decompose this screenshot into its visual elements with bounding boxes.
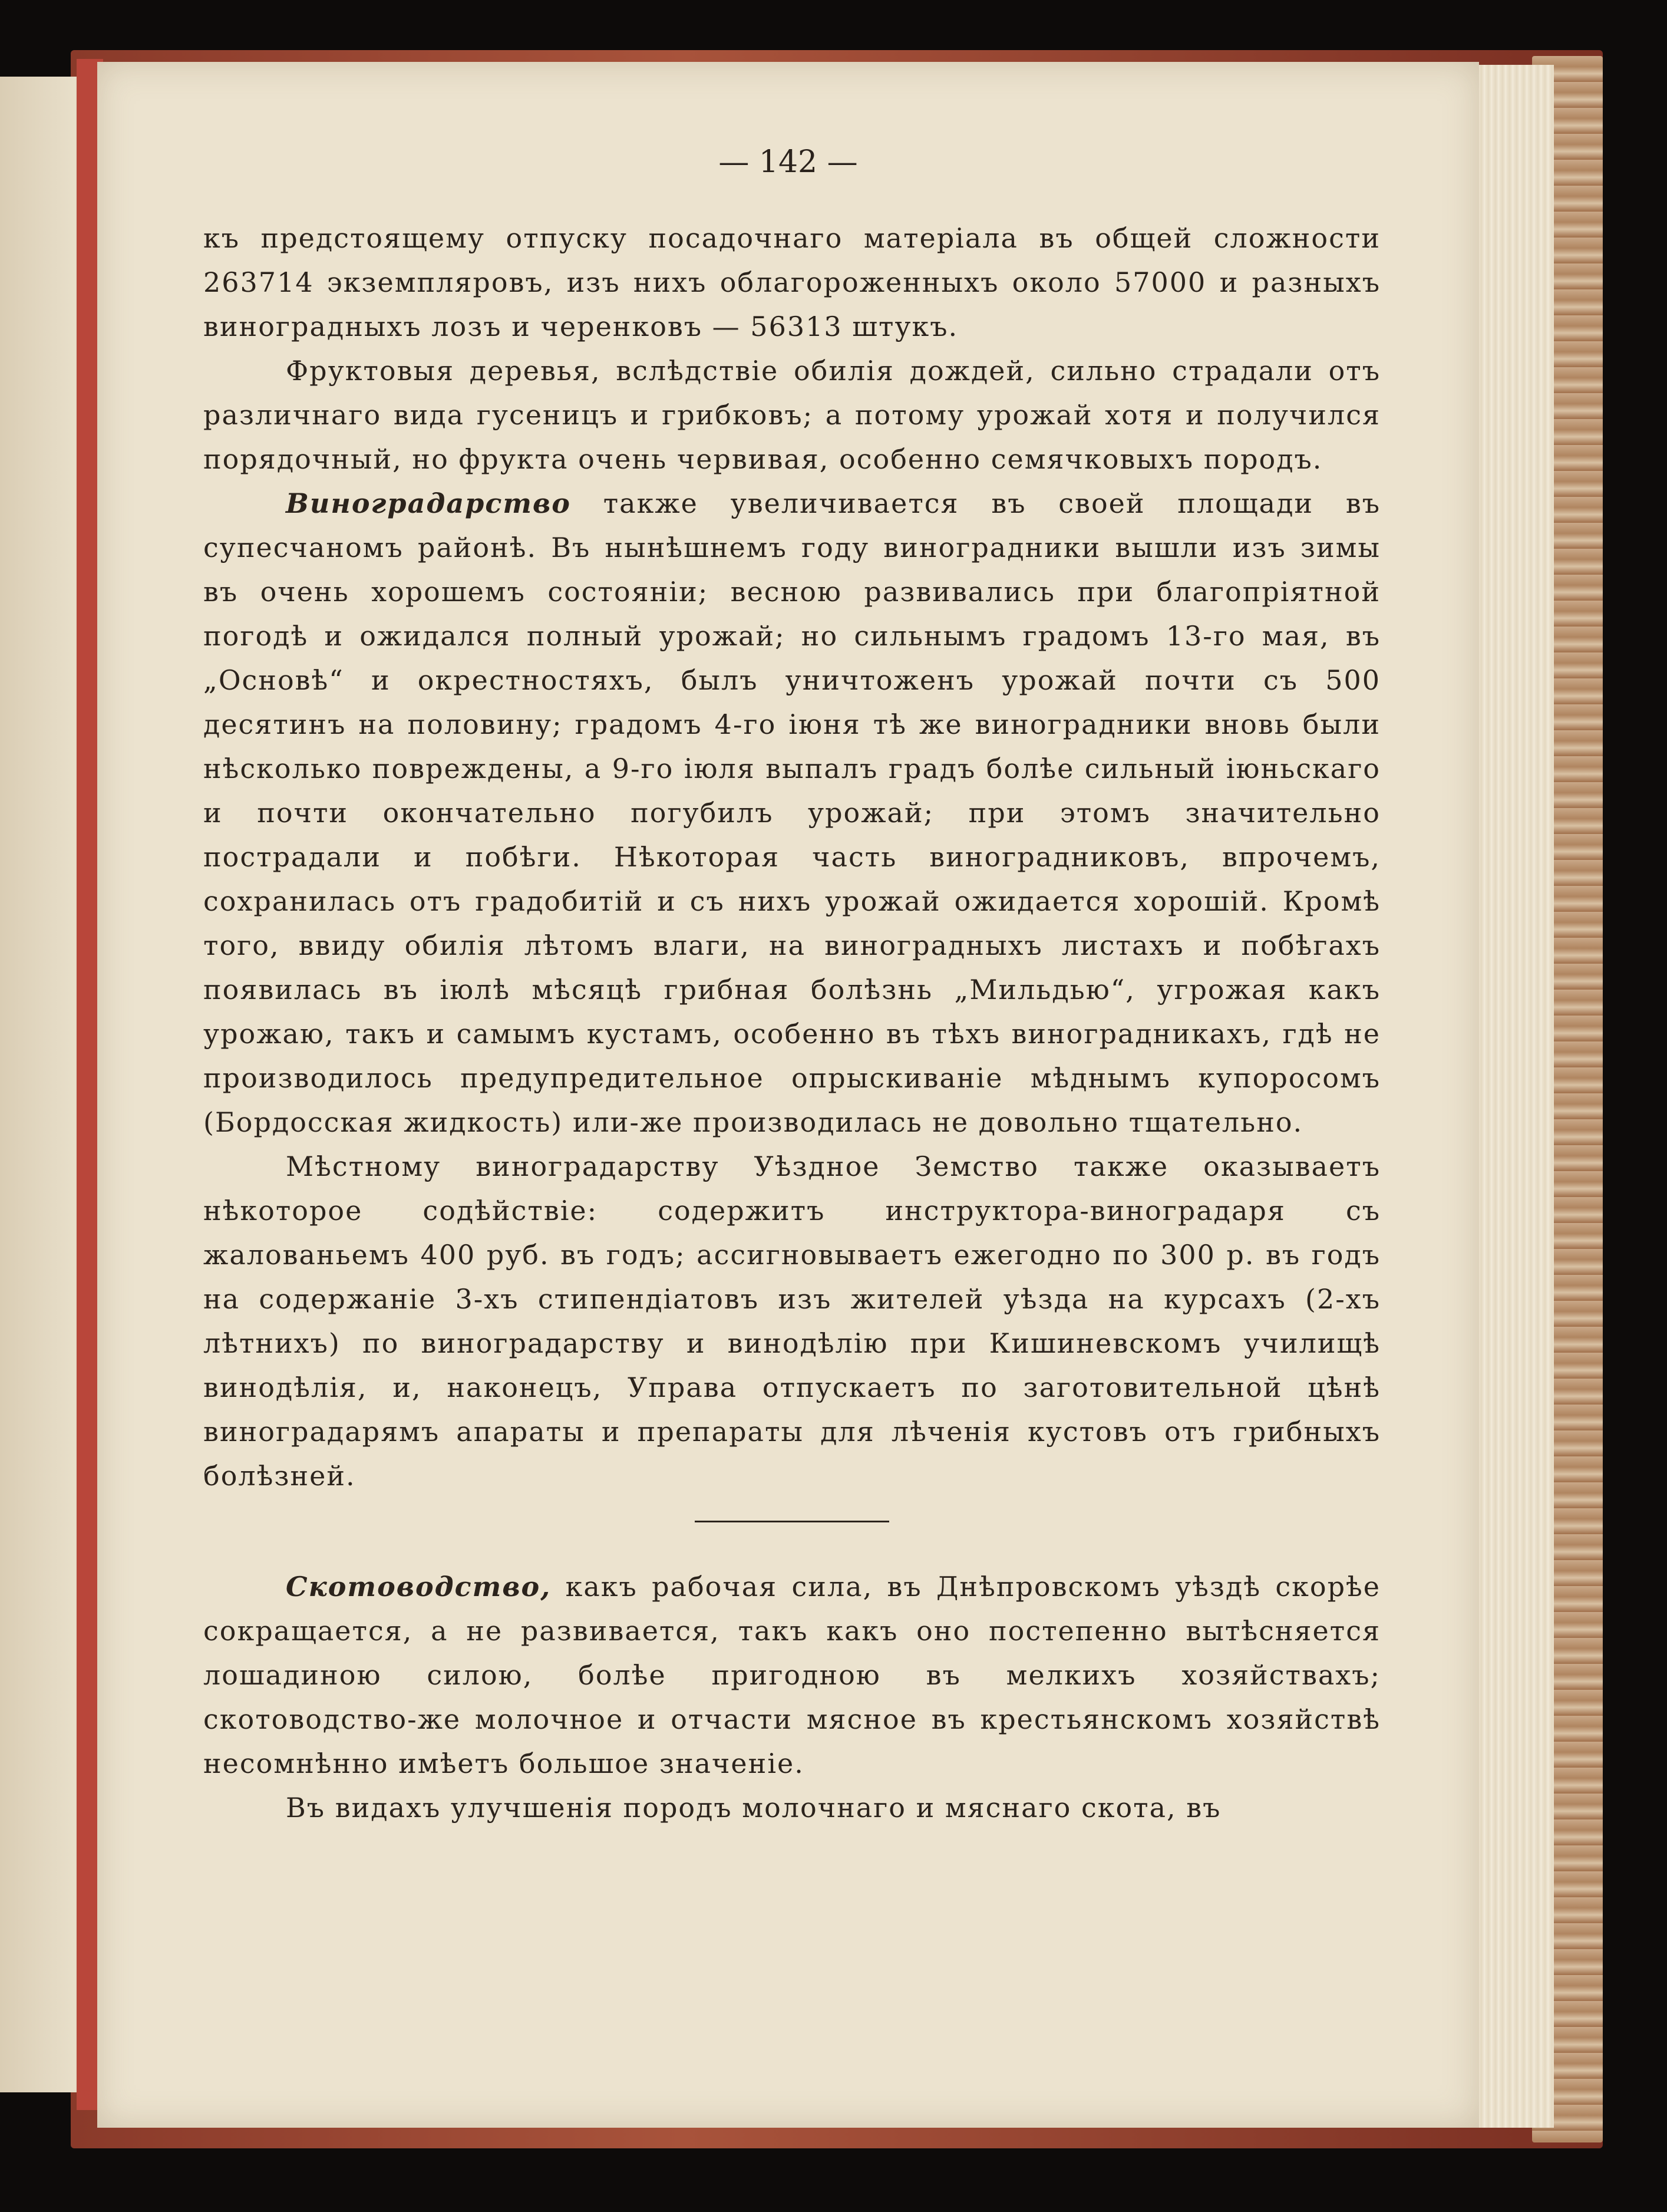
paragraph-text: къ предстоящему отпуску посадочнаго матеріала въ общей сложности 263714 экземпляровъ, изъ нихъ облагороженныхъ около 57000 и разныхъ виноградныхъ лозъ и черенковъ — 56313 штукъ. xyxy=(203,222,1381,342)
paragraph xyxy=(203,349,1381,482)
page-number: — 142 — xyxy=(718,144,858,180)
paragraph xyxy=(203,1565,1381,1786)
book-page xyxy=(97,62,1479,2128)
section-lead-word: Скотоводство, xyxy=(286,1571,552,1603)
section-lead-word: Виноградарство xyxy=(286,487,571,519)
paragraph xyxy=(203,482,1381,1145)
page-text xyxy=(203,216,1381,1830)
paragraph xyxy=(203,216,1381,349)
paragraph-text: какъ рабочая сила, въ Днѣпровскомъ уѣздѣ скорѣе сокращается, а не развивается, такъ какъ оно постепенно вытѣсняется лошадиною силою, болѣе пригодною въ мелкихъ хозяйствахъ; скотоводство-же молочное и отчасти мясное въ крестьянскомъ хозяйствѣ несомнѣнно имѣетъ большое значеніе. xyxy=(203,1571,1381,1779)
paragraph-text: Въ видахъ улучшенія породъ молочнаго и мяснаго скота, въ xyxy=(286,1792,1222,1824)
paragraph xyxy=(203,1145,1381,1498)
paragraph-text: Фруктовыя деревья, вслѣдствіе обилія дождей, сильно страдали отъ различнаго вида гусеницъ и грибковъ; а потому урожай хотя и получился порядочный, но фрукта очень червивая, особенно семячковыхъ породъ. xyxy=(203,355,1381,475)
section-divider xyxy=(695,1521,889,1522)
paragraph-text: Мѣстному виноградарству Уѣздное Земство также оказываетъ нѣкоторое содѣйствіе: содержитъ инструктора-виноградаря съ жалованьемъ 400 руб. въ годъ; ассигновываетъ ежегодно по 300 р. въ годъ на содержаніе 3-хъ стипендіатовъ изъ жителей уѣзда на курсахъ (2-хъ лѣтнихъ) по виноградарству и винодѣлію при Кишиневскомъ училищѣ винодѣлія, и, наконецъ, Управа отпускаетъ по заготовительной цѣнѣ виноградарямъ апараты и препараты для лѣченія кустовъ отъ грибныхъ болѣзней. xyxy=(203,1150,1381,1492)
paragraph xyxy=(203,1786,1381,1830)
paragraph-text: также увеличивается въ своей площади въ супесчаномъ районѣ. Въ нынѣшнемъ году виноградники вышли изъ зимы въ очень хорошемъ состояніи; весною развивались при благопріятной погодѣ и ожидался полный урожай; но сильнымъ градомъ 13-го мая, въ „Основѣ“ и окрестностяхъ, былъ уничтоженъ урожай почти съ 500 десятинъ на половину; градомъ 4-го іюня тѣ же виноградники вновь были нѣсколько повреждены, а 9-го іюля выпалъ градъ болѣе сильный іюньскаго и почти окончательно погубилъ урожай; при этомъ значительно пострадали и побѣги. Нѣкоторая часть виноградниковъ, впрочемъ, сохранилась отъ градобитій и съ нихъ урожай ожидается хорошій. Кромѣ того, ввиду обилія лѣтомъ влаги, на виноградныхъ листахъ и побѣгахъ появилась въ іюлѣ мѣсяцѣ грибная болѣзнь „Мильдью“, угрожая какъ урожаю, такъ и самымъ кустамъ, особенно въ тѣхъ виноградникахъ, гдѣ не производилось предупредительное опрыскиваніе мѣднымъ купоросомъ (Бордосская жидкость) или-же производилась не довольно тщательно. xyxy=(203,487,1381,1138)
previous-page-edge xyxy=(0,77,88,2092)
